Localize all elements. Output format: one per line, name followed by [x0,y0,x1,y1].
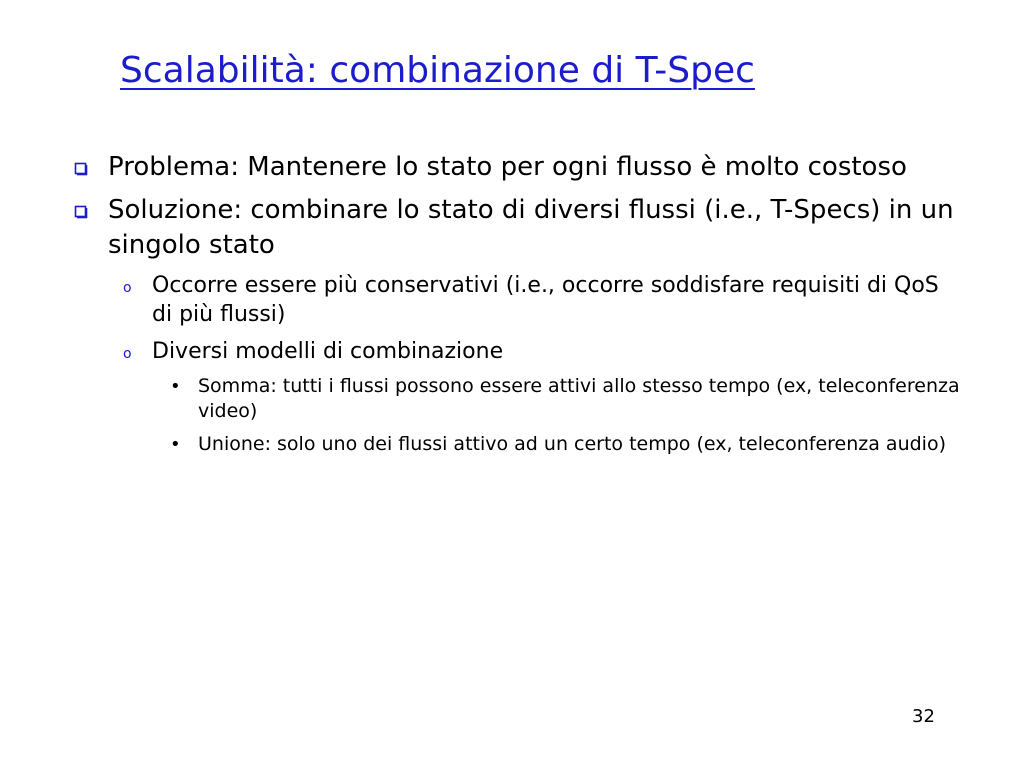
dot-bullet-icon: • [170,376,181,397]
hollow-square-bullet-icon [74,162,88,176]
slide-title: Scalabilità: combinazione di T-Spec [120,50,755,91]
sub-bullet-item [60,337,960,366]
small-o-bullet-icon: o [123,346,132,362]
bullet-text: Problema: Mantenere lo stato per ogni flusso è molto costoso [108,152,907,182]
sub-bullet-text: Occorre essere più conservativi (i.e., occorre soddisfare requisiti di QoS di più flussi) [152,273,939,327]
sub-bullet-text: Diversi modelli di combinazione [152,339,504,364]
hollow-square-bullet-icon [74,205,88,219]
page-number: 32 [912,706,935,727]
bullet-item [60,193,960,263]
small-o-bullet-icon: o [123,280,132,296]
sub-sub-bullet-item [60,374,960,424]
bullet-item [60,150,960,185]
dot-bullet-icon: • [170,434,181,455]
sub-sub-bullet-item [60,432,960,457]
sub-sub-bullet-text: Unione: solo uno dei flussi attivo ad un certo tempo (ex, teleconferenza audio) [198,433,946,455]
bullet-text: Soluzione: combinare lo stato di diversi flussi (i.e., T-Specs) in un singolo stato [108,195,954,260]
bullet-list [60,150,960,465]
sub-sub-bullet-text: Somma: tutti i flussi possono essere attivi allo stesso tempo (ex, teleconferenza video) [198,375,960,422]
sub-bullet-item [60,271,960,329]
